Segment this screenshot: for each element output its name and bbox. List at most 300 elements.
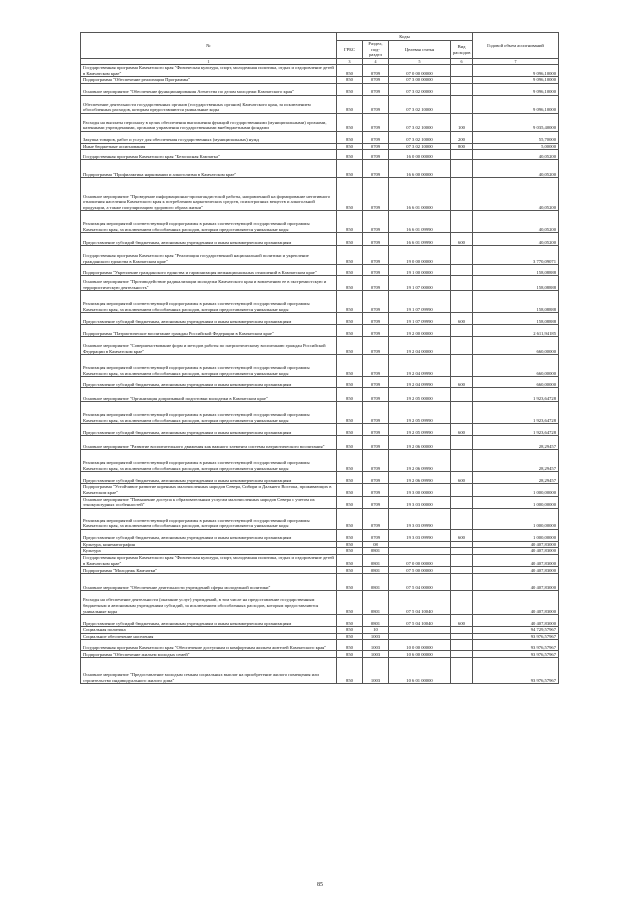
header-codes: Коды — [337, 33, 473, 41]
table-row — [81, 325, 559, 337]
row-exp-type — [451, 541, 473, 548]
row-section: 0709 — [363, 424, 389, 436]
row-section: 1003 — [363, 658, 389, 684]
row-section: 0801 — [363, 554, 389, 566]
row-section: 0709 — [363, 436, 389, 450]
row-amount: 93 976,57967 — [473, 633, 559, 640]
row-name: Государственная программа Камчатского края "Физическая культура, спорт, молодежная политика, отдых и оздоровление детей в Камчатском крае" — [81, 554, 337, 566]
row-target: 07 5 04 10040 — [389, 591, 451, 615]
row-name: Предоставление субсидий бюджетным, автономным учреждениям и иным некоммерческим организациям — [81, 424, 337, 436]
row-amount: 40 407,83000 — [473, 554, 559, 566]
row-name: Предоставление субсидий бюджетным, автономным учреждениям и иным некоммерческим организациям — [81, 313, 337, 325]
row-grbs: 850 — [337, 355, 363, 377]
row-name: Подпрограмма "Укрепление гражданского единства и гармонизация межнациональных отношений в Камчатском крае" — [81, 265, 337, 276]
row-section: 0709 — [363, 377, 389, 388]
table-body — [81, 65, 559, 684]
table-row — [81, 388, 559, 402]
row-amount: 28,29457 — [473, 450, 559, 472]
row-section: 0709 — [363, 233, 389, 246]
row-grbs: 850 — [337, 143, 363, 150]
table-row — [81, 95, 559, 113]
row-target: 07 0 00 00000 — [389, 554, 451, 566]
row-target: 07 3 02 10000 — [389, 95, 451, 113]
row-grbs: 850 — [337, 377, 363, 388]
table-row — [81, 276, 559, 291]
row-exp-type — [451, 640, 473, 651]
row-name: Реализация мероприятий соответствующей подпрограммы в рамках соответствующей государственной программы Камчатского края, за исключением обособленных расходов, которым предоставляются уникальные коды — [81, 355, 337, 377]
row-amount: 9 096,10000 — [473, 77, 559, 84]
row-exp-type — [451, 574, 473, 591]
row-name: Подпрограмма "Устойчивое развитие коренных малочисленных народов Севера, Сибири и Дальнего Востока, проживающих в Камчатском крае" — [81, 484, 337, 496]
table-row — [81, 178, 559, 211]
row-section: 0709 — [363, 355, 389, 377]
row-target: 19 3 00 00000 — [389, 484, 451, 496]
row-name: Реализация мероприятий соответствующей подпрограммы в рамках соответствующей государственной программы Камчатского края, за исключением обособленных расходов, которым предоставляются уникальные коды — [81, 508, 337, 529]
row-amount: 158,08888 — [473, 265, 559, 276]
budget-sheet — [80, 32, 559, 684]
row-name: Реализация мероприятий соответствующей подпрограммы в рамках соответствующей государственной программы Камчатского края, за исключением обособленных расходов, которым предоставляются уникальные коды — [81, 402, 337, 424]
row-amount: 1 000,00000 — [473, 508, 559, 529]
row-grbs: 850 — [337, 615, 363, 627]
table-row — [81, 131, 559, 143]
table-row — [81, 615, 559, 627]
row-amount: 40,05200 — [473, 211, 559, 233]
row-name: Государственная программа Камчатского края "Безопасная Камчатка" — [81, 150, 337, 160]
row-amount: 1 000,00000 — [473, 484, 559, 496]
row-grbs: 850 — [337, 508, 363, 529]
table-row — [81, 472, 559, 484]
row-amount: 158,08888 — [473, 276, 559, 291]
col-number: 7 — [473, 59, 559, 65]
table-row — [81, 548, 559, 555]
row-name: Подпрограмма "Профилактика наркомании и алкоголизма в Камчатском крае" — [81, 160, 337, 178]
row-target: 07 3 02 10000 — [389, 113, 451, 131]
table-row — [81, 450, 559, 472]
row-exp-type — [451, 450, 473, 472]
row-amount: 40,05200 — [473, 160, 559, 178]
row-exp-type: 600 — [451, 615, 473, 627]
header-grbs: ГРБС — [337, 41, 363, 59]
row-name: Основное мероприятие "Организация допризывной подготовки молодежи в Камчатском крае" — [81, 388, 337, 402]
row-section: 0709 — [363, 276, 389, 291]
row-name: Предоставление субсидий бюджетным, автономным учреждениям и иным некоммерческим организациям — [81, 529, 337, 541]
row-target: 19 2 06 00000 — [389, 436, 451, 450]
row-grbs: 850 — [337, 65, 363, 77]
row-exp-type: 600 — [451, 313, 473, 325]
row-grbs: 850 — [337, 388, 363, 402]
row-amount: 40 407,83000 — [473, 567, 559, 574]
row-section: 0709 — [363, 508, 389, 529]
row-exp-type — [451, 496, 473, 508]
row-section: 0709 — [363, 496, 389, 508]
row-exp-type — [451, 325, 473, 337]
row-exp-type — [451, 508, 473, 529]
row-grbs: 850 — [337, 131, 363, 143]
table-row — [81, 211, 559, 233]
row-grbs: 850 — [337, 211, 363, 233]
row-name: Расходы на выплаты персоналу в целях обеспечения выполнения функций государственными (муниципальными) органами, казенными учреждениями, органами управления государственными внебюджетными фондами — [81, 113, 337, 131]
row-grbs: 850 — [337, 178, 363, 211]
table-row — [81, 160, 559, 178]
row-section: 0709 — [363, 313, 389, 325]
table-row — [81, 265, 559, 276]
row-grbs: 850 — [337, 658, 363, 684]
table-row — [81, 640, 559, 651]
row-name: Основное мероприятие "Повышение доступа к образовательным услугам малочисленных народов Севера с учетом их этнокультурных особенностей" — [81, 496, 337, 508]
col-number: 1 — [81, 59, 337, 65]
row-exp-type: 600 — [451, 472, 473, 484]
row-exp-type — [451, 95, 473, 113]
row-grbs: 850 — [337, 291, 363, 313]
row-target: 19 1 07 00000 — [389, 276, 451, 291]
row-amount: 28,29457 — [473, 436, 559, 450]
row-section: 0709 — [363, 402, 389, 424]
header-target: Целевая статья — [389, 41, 451, 59]
row-exp-type: 800 — [451, 143, 473, 150]
header-num: № — [81, 33, 337, 59]
row-grbs: 850 — [337, 627, 363, 634]
row-grbs: 850 — [337, 83, 363, 95]
row-target: 19 2 05 09990 — [389, 424, 451, 436]
row-exp-type — [451, 291, 473, 313]
row-name: Подпрограмма "Обеспечение реализации Программы" — [81, 77, 337, 84]
row-target: 07 3 00 00000 — [389, 77, 451, 84]
table-row — [81, 633, 559, 640]
row-target: 16 0 00 00000 — [389, 150, 451, 160]
row-section: 0801 — [363, 591, 389, 615]
row-target: 19 1 07 09990 — [389, 291, 451, 313]
row-exp-type: 600 — [451, 233, 473, 246]
row-target: 07 0 00 00000 — [389, 65, 451, 77]
table-row — [81, 529, 559, 541]
row-section: 0709 — [363, 131, 389, 143]
table-row — [81, 541, 559, 548]
row-grbs: 850 — [337, 574, 363, 591]
row-section: 0709 — [363, 484, 389, 496]
table-row — [81, 627, 559, 634]
row-exp-type — [451, 436, 473, 450]
row-exp-type — [451, 150, 473, 160]
row-name: Предоставление субсидий бюджетным, автономным учреждениям и иным некоммерческим организациям — [81, 233, 337, 246]
row-section: 0709 — [363, 529, 389, 541]
row-exp-type — [451, 591, 473, 615]
row-grbs: 850 — [337, 472, 363, 484]
table-row — [81, 150, 559, 160]
row-grbs: 850 — [337, 160, 363, 178]
table-row — [81, 337, 559, 355]
row-name: Государственная программа Камчатского края "Обеспечение доступным и комфортным жильем жителей Камчатского края" — [81, 640, 337, 651]
row-target: 16 6 01 09990 — [389, 211, 451, 233]
table-row — [81, 658, 559, 684]
row-target: 19 3 03 09990 — [389, 529, 451, 541]
row-target: 19 2 04 09990 — [389, 377, 451, 388]
row-amount: 28,29457 — [473, 472, 559, 484]
row-name: Предоставление субсидий бюджетным, автономным учреждениям и иным некоммерческим организациям — [81, 615, 337, 627]
row-exp-type — [451, 388, 473, 402]
row-exp-type: 600 — [451, 377, 473, 388]
row-grbs: 850 — [337, 529, 363, 541]
row-section: 0709 — [363, 178, 389, 211]
row-grbs: 850 — [337, 246, 363, 265]
header-exp-type: Вид расходов — [451, 41, 473, 59]
row-amount: 40,05200 — [473, 150, 559, 160]
row-exp-type — [451, 554, 473, 566]
row-name: Реализация мероприятий соответствующей подпрограммы в рамках соответствующей государственной программы Камчатского края, за исключением обособленных расходов, которым предоставляются уникальные коды — [81, 450, 337, 472]
row-section: 0801 — [363, 574, 389, 591]
row-name: Социальная политика — [81, 627, 337, 634]
row-target: 19 1 07 09990 — [389, 313, 451, 325]
row-exp-type — [451, 633, 473, 640]
row-target: 19 3 03 09990 — [389, 508, 451, 529]
row-target: 07 5 04 10040 — [389, 615, 451, 627]
row-amount: 9 035,40000 — [473, 113, 559, 131]
row-target: 10 0 00 00000 — [389, 640, 451, 651]
row-name: Закупка товаров, работ и услуг для обеспечения государственных (муниципальных) нужд — [81, 131, 337, 143]
table-row — [81, 77, 559, 84]
row-name: Основное мероприятие "Проведение информационно-пропагандистской работы, направленной на формирование негативного отношения населения Камчатского края к потреблению наркотических средств, психотропных веществ и алкогольной продукции, а также популяризацию здорового образа жизни" — [81, 178, 337, 211]
row-target: 10 6 00 00000 — [389, 651, 451, 658]
table-row — [81, 313, 559, 325]
row-exp-type — [451, 246, 473, 265]
page-number: 85 — [317, 882, 323, 888]
row-name: Расходы на обеспечение деятельности (оказание услуг) учреждений, в том числе на предоставление государственным бюджетным и автономным учреждениям субсидий, за исключением обособленных расходов, которым предоставляются уникальные коды — [81, 591, 337, 615]
row-name: Основное мероприятие "Обеспечение функционирования Агентства по делам молодежи Камчатского края" — [81, 83, 337, 95]
row-exp-type: 100 — [451, 113, 473, 131]
table-row — [81, 355, 559, 377]
row-exp-type — [451, 265, 473, 276]
row-grbs: 850 — [337, 95, 363, 113]
row-section: 0801 — [363, 548, 389, 555]
row-name: Подпрограмма "Патриотическое воспитание граждан Российской Федерации в Камчатском крае" — [81, 325, 337, 337]
row-exp-type — [451, 77, 473, 84]
row-exp-type: 200 — [451, 131, 473, 143]
row-target: 19 2 00 00000 — [389, 325, 451, 337]
row-amount: 660,00000 — [473, 377, 559, 388]
budget-table — [80, 32, 559, 684]
row-target: 07 5 00 00000 — [389, 567, 451, 574]
row-target: 19 2 04 00000 — [389, 337, 451, 355]
row-exp-type — [451, 484, 473, 496]
row-name: Основное мероприятие "Обеспечение деятельности учреждений сферы молодежной политики" — [81, 574, 337, 591]
row-name: Подпрограмма "Молодежь Камчатки" — [81, 567, 337, 574]
row-amount: 93 976,57967 — [473, 658, 559, 684]
row-target: 07 3 02 10000 — [389, 143, 451, 150]
row-amount: 158,08888 — [473, 291, 559, 313]
row-exp-type — [451, 627, 473, 634]
row-target: 07 3 02 00000 — [389, 83, 451, 95]
row-grbs: 850 — [337, 424, 363, 436]
row-grbs: 850 — [337, 591, 363, 615]
row-section: 0709 — [363, 472, 389, 484]
col-number: 3 — [337, 59, 363, 65]
row-target: 19 2 06 09990 — [389, 472, 451, 484]
row-grbs: 850 — [337, 450, 363, 472]
table-row — [81, 65, 559, 77]
row-grbs: 850 — [337, 150, 363, 160]
row-target: 19 0 00 00000 — [389, 246, 451, 265]
row-name: Обеспечение деятельности государственных органов (государственных органов) Камчатского края, за исключением обособленных расходов, которым предоставляются уникальные коды — [81, 95, 337, 113]
row-target — [389, 633, 451, 640]
row-amount: 40,05200 — [473, 233, 559, 246]
row-target — [389, 627, 451, 634]
row-grbs: 850 — [337, 276, 363, 291]
row-exp-type — [451, 355, 473, 377]
row-section: 0709 — [363, 113, 389, 131]
row-name: Предоставление субсидий бюджетным, автономным учреждениям и иным некоммерческим организациям — [81, 472, 337, 484]
table-header — [81, 33, 559, 65]
row-grbs: 850 — [337, 402, 363, 424]
row-target: 19 2 05 00000 — [389, 388, 451, 402]
row-target: 19 3 03 00000 — [389, 496, 451, 508]
row-amount: 40 407,83000 — [473, 615, 559, 627]
row-name: Реализация мероприятий соответствующей подпрограммы в рамках соответствующей государственной программы Камчатского края, за исключением обособленных расходов, которым предоставляются уникальные коды — [81, 291, 337, 313]
table-row — [81, 651, 559, 658]
table-row — [81, 554, 559, 566]
table-row — [81, 436, 559, 450]
row-section: 1003 — [363, 640, 389, 651]
row-exp-type — [451, 178, 473, 211]
row-target: 07 5 04 00000 — [389, 574, 451, 591]
table-row — [81, 291, 559, 313]
row-section: 10 — [363, 627, 389, 634]
row-exp-type: 600 — [451, 424, 473, 436]
table-row — [81, 143, 559, 150]
row-name: Культура — [81, 548, 337, 555]
row-exp-type — [451, 276, 473, 291]
row-amount: 40,05200 — [473, 178, 559, 211]
row-section: 0709 — [363, 160, 389, 178]
row-grbs: 850 — [337, 313, 363, 325]
row-section: 0709 — [363, 450, 389, 472]
row-exp-type — [451, 651, 473, 658]
row-grbs: 850 — [337, 233, 363, 246]
row-amount: 660,00000 — [473, 337, 559, 355]
row-grbs: 850 — [337, 77, 363, 84]
row-exp-type — [451, 65, 473, 77]
row-section: 0801 — [363, 615, 389, 627]
row-name: Государственная программа Камчатского края "Физическая культура, спорт, молодежная политика, отдых и оздоровление детей в Камчатском крае" — [81, 65, 337, 77]
row-grbs: 850 — [337, 325, 363, 337]
table-row — [81, 567, 559, 574]
row-section: 1003 — [363, 633, 389, 640]
row-name: Основное мероприятие "Совершенствование форм и методов работы по патриотическому воспитанию граждан Российской Федерации в Камчатском крае" — [81, 337, 337, 355]
row-target: 19 2 06 09990 — [389, 450, 451, 472]
row-grbs: 850 — [337, 567, 363, 574]
row-section: 1003 — [363, 651, 389, 658]
table-row — [81, 402, 559, 424]
row-grbs: 850 — [337, 541, 363, 548]
row-amount: 40 407,83000 — [473, 574, 559, 591]
row-amount: 1 923,64728 — [473, 424, 559, 436]
row-target: 16 6 01 00000 — [389, 178, 451, 211]
row-target: 10 6 01 00000 — [389, 658, 451, 684]
row-amount: 55,70000 — [473, 131, 559, 143]
row-name: Основное мероприятие "Противодействие радикализации молодежи Камчатского края и вовлечению ее в экстремистскую и террористическую деятельность" — [81, 276, 337, 291]
row-section: 0709 — [363, 150, 389, 160]
header-section: Раздел, под-раздел — [363, 41, 389, 59]
row-target: 19 2 05 09990 — [389, 402, 451, 424]
row-exp-type — [451, 402, 473, 424]
row-amount: 2 611,94185 — [473, 325, 559, 337]
row-section: 0709 — [363, 95, 389, 113]
row-amount: 158,08888 — [473, 313, 559, 325]
row-exp-type — [451, 567, 473, 574]
table-row — [81, 377, 559, 388]
row-section: 0709 — [363, 325, 389, 337]
row-amount: 40 407,83000 — [473, 591, 559, 615]
table-row — [81, 83, 559, 95]
row-amount: 94 729,57967 — [473, 627, 559, 634]
row-amount: 40 407,83000 — [473, 548, 559, 555]
row-amount: 9 096,10000 — [473, 83, 559, 95]
row-grbs: 850 — [337, 113, 363, 131]
table-row — [81, 591, 559, 615]
row-amount: 93 976,57967 — [473, 640, 559, 651]
row-amount: 9 096,10000 — [473, 95, 559, 113]
row-section: 0709 — [363, 265, 389, 276]
row-name: Основное мероприятие "Предоставление молодым семьям социальных выплат на приобретение жилого помещения или строительство индивидуального жилого дома" — [81, 658, 337, 684]
row-exp-type — [451, 658, 473, 684]
row-exp-type: 600 — [451, 529, 473, 541]
row-exp-type — [451, 160, 473, 178]
row-target: 19 1 00 00000 — [389, 265, 451, 276]
row-section: 08 — [363, 541, 389, 548]
row-target: 16 6 00 00000 — [389, 160, 451, 178]
row-section: 0709 — [363, 83, 389, 95]
row-grbs: 850 — [337, 640, 363, 651]
row-amount: 1 923,64728 — [473, 388, 559, 402]
row-grbs: 850 — [337, 633, 363, 640]
table-row — [81, 113, 559, 131]
row-target — [389, 541, 451, 548]
row-section: 0709 — [363, 143, 389, 150]
row-grbs: 850 — [337, 651, 363, 658]
row-section: 0709 — [363, 291, 389, 313]
row-exp-type — [451, 548, 473, 555]
row-section: 0709 — [363, 388, 389, 402]
row-amount: 93 976,57967 — [473, 651, 559, 658]
row-grbs: 850 — [337, 337, 363, 355]
table-row — [81, 246, 559, 265]
row-amount: 3 770,09071 — [473, 246, 559, 265]
row-name: Иные бюджетные ассигнования — [81, 143, 337, 150]
row-section: 0709 — [363, 246, 389, 265]
col-number: 6 — [451, 59, 473, 65]
row-amount: 40 407,83000 — [473, 541, 559, 548]
table-row — [81, 508, 559, 529]
row-target: 16 6 01 09990 — [389, 233, 451, 246]
row-exp-type — [451, 211, 473, 233]
row-section: 0709 — [363, 65, 389, 77]
row-amount: 5,00000 — [473, 143, 559, 150]
row-name: Предоставление субсидий бюджетным, автономным учреждениям и иным некоммерческим организациям — [81, 377, 337, 388]
row-grbs: 850 — [337, 265, 363, 276]
table-row — [81, 484, 559, 496]
row-amount: 1 000,00000 — [473, 529, 559, 541]
row-name: Основное мероприятие "Развитие воспитательного движения как важного элемента системы патриотического воспитания" — [81, 436, 337, 450]
row-section: 0709 — [363, 77, 389, 84]
row-grbs: 850 — [337, 436, 363, 450]
row-exp-type — [451, 337, 473, 355]
col-number: 4 — [363, 59, 389, 65]
row-name: Культура, кинематография — [81, 541, 337, 548]
table-row — [81, 574, 559, 591]
row-target — [389, 548, 451, 555]
header-amount: Годовой объем ассигнований — [473, 33, 559, 59]
row-amount: 9 096,10000 — [473, 65, 559, 77]
row-name: Государственная программа Камчатского края "Реализация государственной национальной политики и укрепление гражданского единства в Камчатском крае" — [81, 246, 337, 265]
row-target: 19 2 04 09990 — [389, 355, 451, 377]
